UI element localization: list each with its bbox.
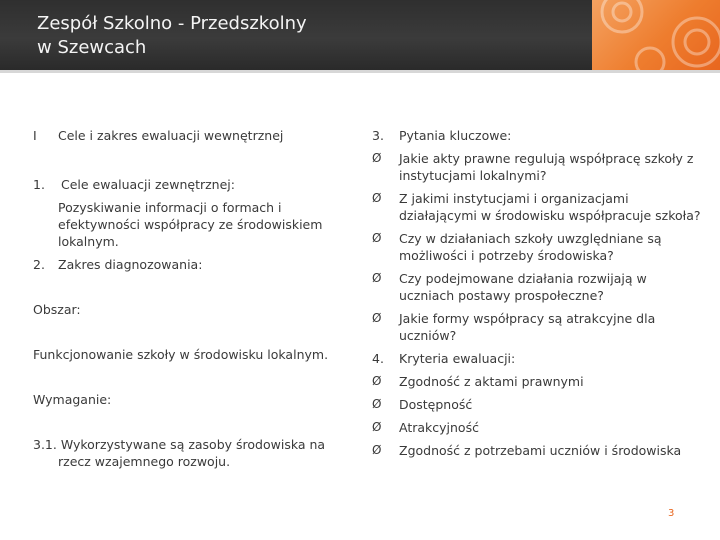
list-item <box>372 419 702 436</box>
right-column <box>372 127 702 459</box>
item-text: Kryteria ewaluacji: <box>399 351 516 366</box>
item-number: 3. <box>372 128 384 143</box>
obszar-value: Funkcjonowanie szkoły w środowisku lokalnym. <box>33 347 329 362</box>
item-number: I <box>33 128 37 143</box>
obszar-label: Obszar: <box>33 302 81 317</box>
list-item <box>372 190 702 224</box>
list-item <box>372 230 702 264</box>
item-text: Zgodność z potrzebami uczniów i środowiska <box>399 443 682 458</box>
item-text: Czy w działaniach szkoły uwzględniane są możliwości i potrzeby środowiska? <box>399 231 662 263</box>
item-text: Atrakcyjność <box>399 420 479 435</box>
item-detail: Pozyskiwanie informacji o formach i efektywności współpracy ze środowiskiem lokalnym. <box>58 200 323 249</box>
list-item <box>372 442 702 459</box>
page-number: 3 <box>668 508 675 519</box>
item-text: Czy podejmowane działania rozwijają w uczniach postawy prospołeczne? <box>399 271 647 303</box>
arrow-bullet-icon: Ø <box>372 271 382 285</box>
decorative-orange-banner <box>592 0 720 70</box>
list-item <box>372 310 702 344</box>
item-number: 2. <box>33 257 45 272</box>
arrow-bullet-icon: Ø <box>372 311 382 325</box>
item-number: 1. <box>33 177 45 192</box>
section-3-heading <box>372 127 702 144</box>
list-item-1 <box>33 176 353 193</box>
arrow-bullet-icon: Ø <box>372 151 382 165</box>
item-text: Cele i zakres ewaluacji wewnętrznej <box>58 128 284 143</box>
header-divider <box>0 70 720 73</box>
arrow-bullet-icon: Ø <box>372 374 382 388</box>
item-text: Jakie formy współpracy są atrakcyjne dla uczniów? <box>399 311 656 343</box>
section-4-heading <box>372 350 702 367</box>
list-item <box>372 270 702 304</box>
list-item <box>372 396 702 413</box>
item-text: Jakie akty prawne regulują współpracę szkoły z instytucjami lokalnymi? <box>399 151 694 183</box>
item-text: Pytania kluczowe: <box>399 128 512 143</box>
item-text: Dostępność <box>399 397 473 412</box>
item-number: 4. <box>372 351 384 366</box>
arrow-bullet-icon: Ø <box>372 420 382 434</box>
list-item <box>372 150 702 184</box>
list-item-i <box>33 127 353 144</box>
list-item <box>372 373 702 390</box>
arrow-bullet-icon: Ø <box>372 191 382 205</box>
key-questions-list <box>372 150 702 344</box>
wymaganie-value: 3.1. Wykorzystywane są zasoby środowiska na rzecz wzajemnego rozwoju. <box>33 437 326 469</box>
item-text: Zgodność z aktami prawnymi <box>399 374 584 389</box>
decorative-circles-icon <box>592 0 720 70</box>
item-text: Zakres diagnozowania: <box>58 257 203 272</box>
arrow-bullet-icon: Ø <box>372 443 382 457</box>
arrow-bullet-icon: Ø <box>372 397 382 411</box>
item-text: Z jakimi instytucjami i organizacjami działającymi w środowisku współpracuje szkoła? <box>399 191 701 223</box>
slide-title: Zespół Szkolno - Przedszkolny w Szewcach <box>37 13 307 58</box>
arrow-bullet-icon: Ø <box>372 231 382 245</box>
criteria-list <box>372 373 702 459</box>
list-item-2 <box>33 256 353 273</box>
item-text: Cele ewaluacji zewnętrznej: <box>61 177 235 192</box>
left-column <box>33 127 353 470</box>
wymaganie-label: Wymaganie: <box>33 392 112 407</box>
